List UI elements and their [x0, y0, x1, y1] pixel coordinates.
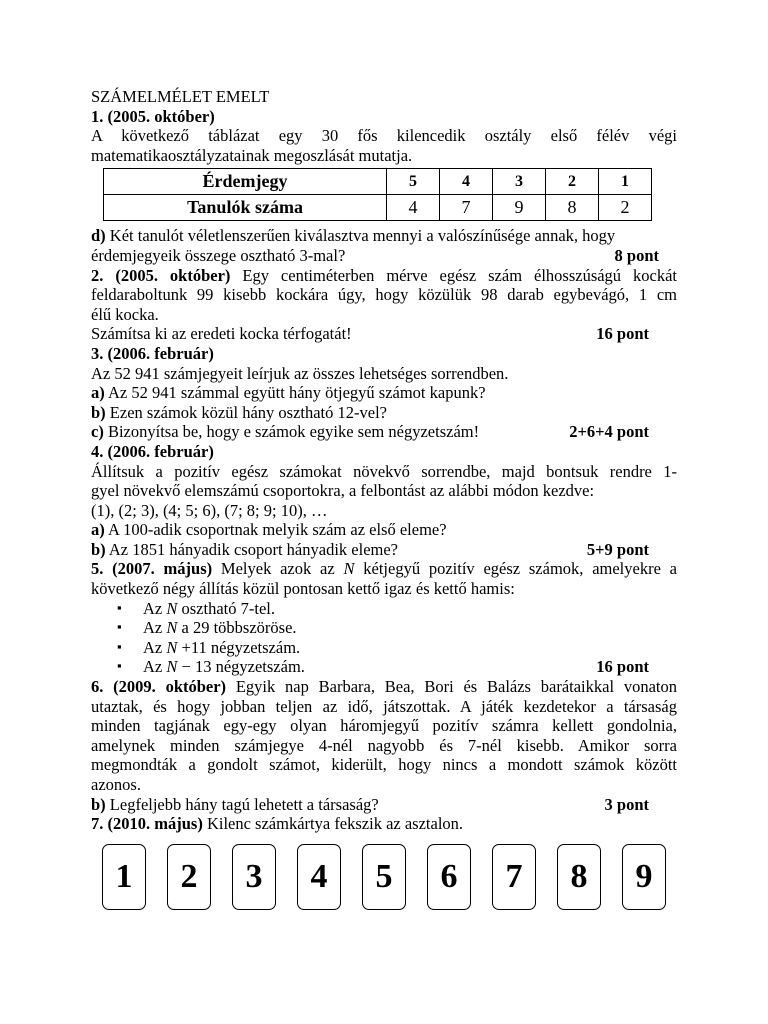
counts-header-label: Tanulók száma [104, 195, 387, 221]
statement-item [91, 657, 677, 677]
question-text: A 100-adik csoportnak melyik szám az első eleme? [104, 520, 447, 540]
problem-1-text: matematikaosztályzatainak megoszlását mutatja. [91, 145, 413, 165]
problem-text: Melyek azok az [212, 559, 344, 579]
grades-header-label: Érdemjegy [104, 169, 387, 195]
problem-4-text: Állítsuk a pozitív egész számokat növekvő sorrendbe, majd bontsuk rendre 1- [91, 461, 677, 481]
problem-6-text: utaztak, és hogy jobban teljen az idő, játszottak. A játék kezdetekor a társaság [91, 696, 677, 716]
problem-2-heading [91, 266, 677, 286]
statement-item [91, 638, 677, 658]
grade-cell: 3 [493, 169, 546, 195]
question-letter: b) [91, 402, 106, 422]
question-letter: a) [91, 383, 105, 403]
bullet-icon: ▪ [117, 638, 122, 654]
problem-5-heading [91, 559, 677, 579]
problem-4-question-a [91, 520, 677, 540]
points-label: 8 pont [614, 245, 659, 265]
problem-1-question [91, 246, 677, 266]
problem-6-heading [91, 677, 677, 697]
problem-6-question-b [91, 795, 677, 815]
variable-n: N [343, 559, 355, 579]
grades-table [103, 168, 652, 221]
count-cell: 7 [440, 195, 493, 221]
problem-heading: 5. (2007. május) [91, 559, 213, 579]
problem-6-text: megmondták a gondolt számot, kiderült, hogy nincs a mondott számok között [91, 755, 677, 775]
points-label: 16 pont [596, 324, 649, 344]
number-card: 9 [622, 844, 666, 910]
statement-text: Az N a 29 többszöröse. [143, 618, 297, 638]
statement-text: Az N osztható 7-tel. [143, 598, 275, 618]
number-card: 6 [427, 844, 471, 910]
problem-heading: 7. (2010. május) [91, 814, 203, 834]
problem-1-heading: 1. (2005. október) [91, 106, 215, 126]
count-cell: 9 [493, 195, 546, 221]
question-text: érdemjegyeik összege osztható 3-mal? [91, 245, 346, 265]
number-card: 3 [232, 844, 276, 910]
question-letter: c) [91, 422, 104, 442]
problem-heading: 6. (2009. október) [91, 677, 227, 697]
problem-5-text: következő négy állítás közül pontosan kettő igaz és kettő hamis: [91, 579, 515, 599]
grades-row [104, 169, 652, 195]
problem-6-text: minden tagjának egy-egy olyan háromjegyű pozitív számra kellett gondolnia, [91, 716, 677, 736]
problem-4-question-b [91, 540, 677, 560]
question-text: Legfeljebb hány tagú lehetett a társaság? [105, 794, 379, 814]
problem-4-heading: 4. (2006. február) [91, 441, 214, 461]
counts-row [104, 195, 652, 221]
bullet-icon: ▪ [117, 619, 122, 635]
number-card: 8 [557, 844, 601, 910]
problem-heading: 2. (2005. október) [91, 265, 231, 285]
problem-text: Egyik nap Barbara, Bea, Bori és Balázs barátaikkal vonaton [226, 677, 677, 697]
question-text: Az 1851 hányadik csoport hányadik eleme? [105, 539, 398, 559]
question-letter: a) [91, 520, 105, 540]
problem-3-question-b [91, 403, 677, 423]
number-card: 2 [167, 844, 211, 910]
problem-3-question-a [91, 383, 677, 403]
problem-2-text: feldaraboltunk 99 kisebb kockára úgy, hogy közülük 98 darab egybevágó, 1 cm [91, 285, 677, 305]
bullet-icon: ▪ [117, 599, 122, 615]
statement-item [91, 618, 677, 638]
statement-item [91, 599, 677, 619]
bullet-icon: ▪ [117, 658, 122, 674]
statement-text: Az N +11 négyzetszám. [143, 637, 301, 657]
question-text: Az 52 941 számmal együtt hány ötjegyű számot kapunk? [104, 383, 486, 403]
document-title: SZÁMELMÉLET EMELT [91, 87, 270, 106]
count-cell: 8 [546, 195, 599, 221]
question-letter: b) [91, 539, 106, 559]
problem-6-text: amelynek minden számjegye 4-nél nagyobb és 7-nél kisebb. Amikor sorra [91, 735, 677, 755]
problem-7-heading [91, 814, 677, 834]
grade-cell: 2 [546, 169, 599, 195]
points-label: 16 pont [596, 657, 649, 677]
grade-cell: 4 [440, 169, 493, 195]
problem-4-sequence: (1), (2; 3), (4; 5; 6), (7; 8; 9; 10), … [91, 500, 328, 520]
problem-text: Kilenc számkártya fekszik az asztalon. [202, 814, 464, 834]
problem-2-text: élű kocka. [91, 304, 159, 324]
question-letter: b) [91, 794, 106, 814]
problem-list [91, 87, 677, 834]
problem-text: kétjegyű pozitív egész számok, amelyekre a [354, 559, 678, 579]
problem-4-text: gyel növekvő elemszámú csoportokra, a felbontást az alábbi módon kezdve: [91, 481, 595, 501]
grade-cell: 5 [387, 169, 440, 195]
number-card: 4 [297, 844, 341, 910]
problem-3-text: Az 52 941 számjegyeit leírjuk az összes lehetséges sorrendben. [91, 363, 509, 383]
problem-3-heading: 3. (2006. február) [91, 343, 214, 363]
count-cell: 4 [387, 195, 440, 221]
number-card: 5 [362, 844, 406, 910]
count-cell: 2 [599, 195, 652, 221]
number-card: 1 [102, 844, 146, 910]
question-text: Ezen számok közül hány osztható 12-vel? [105, 402, 387, 422]
grade-cell: 1 [599, 169, 652, 195]
question-text: Számítsa ki az eredeti kocka térfogatát! [91, 324, 352, 344]
question-text: Bizonyítsa be, hogy e számok egyike sem négyzetszám! [103, 422, 480, 442]
problem-2-question [91, 324, 677, 344]
points-label: 5+9 pont [586, 539, 649, 559]
problem-1-question [91, 226, 677, 246]
problem-6-text: azonos. [91, 775, 141, 794]
points-label: 3 pont [604, 794, 649, 814]
problem-1-text: A következő táblázat egy 30 fős kilencedik osztály első félév végi [91, 126, 677, 146]
number-cards [102, 844, 672, 914]
problem-text: Egy centiméterben mérve egész szám élhosszúságú kockát [230, 265, 678, 285]
question-text: Két tanulót véletlenszerűen kiválasztva mennyi a valószínűsége annak, hogy [105, 226, 616, 246]
question-letter: d) [91, 226, 106, 246]
points-label: 2+6+4 pont [569, 422, 649, 442]
statement-text: Az N − 13 négyzetszám. [143, 657, 305, 677]
number-card: 7 [492, 844, 536, 910]
problem-3-question-c [91, 422, 677, 442]
